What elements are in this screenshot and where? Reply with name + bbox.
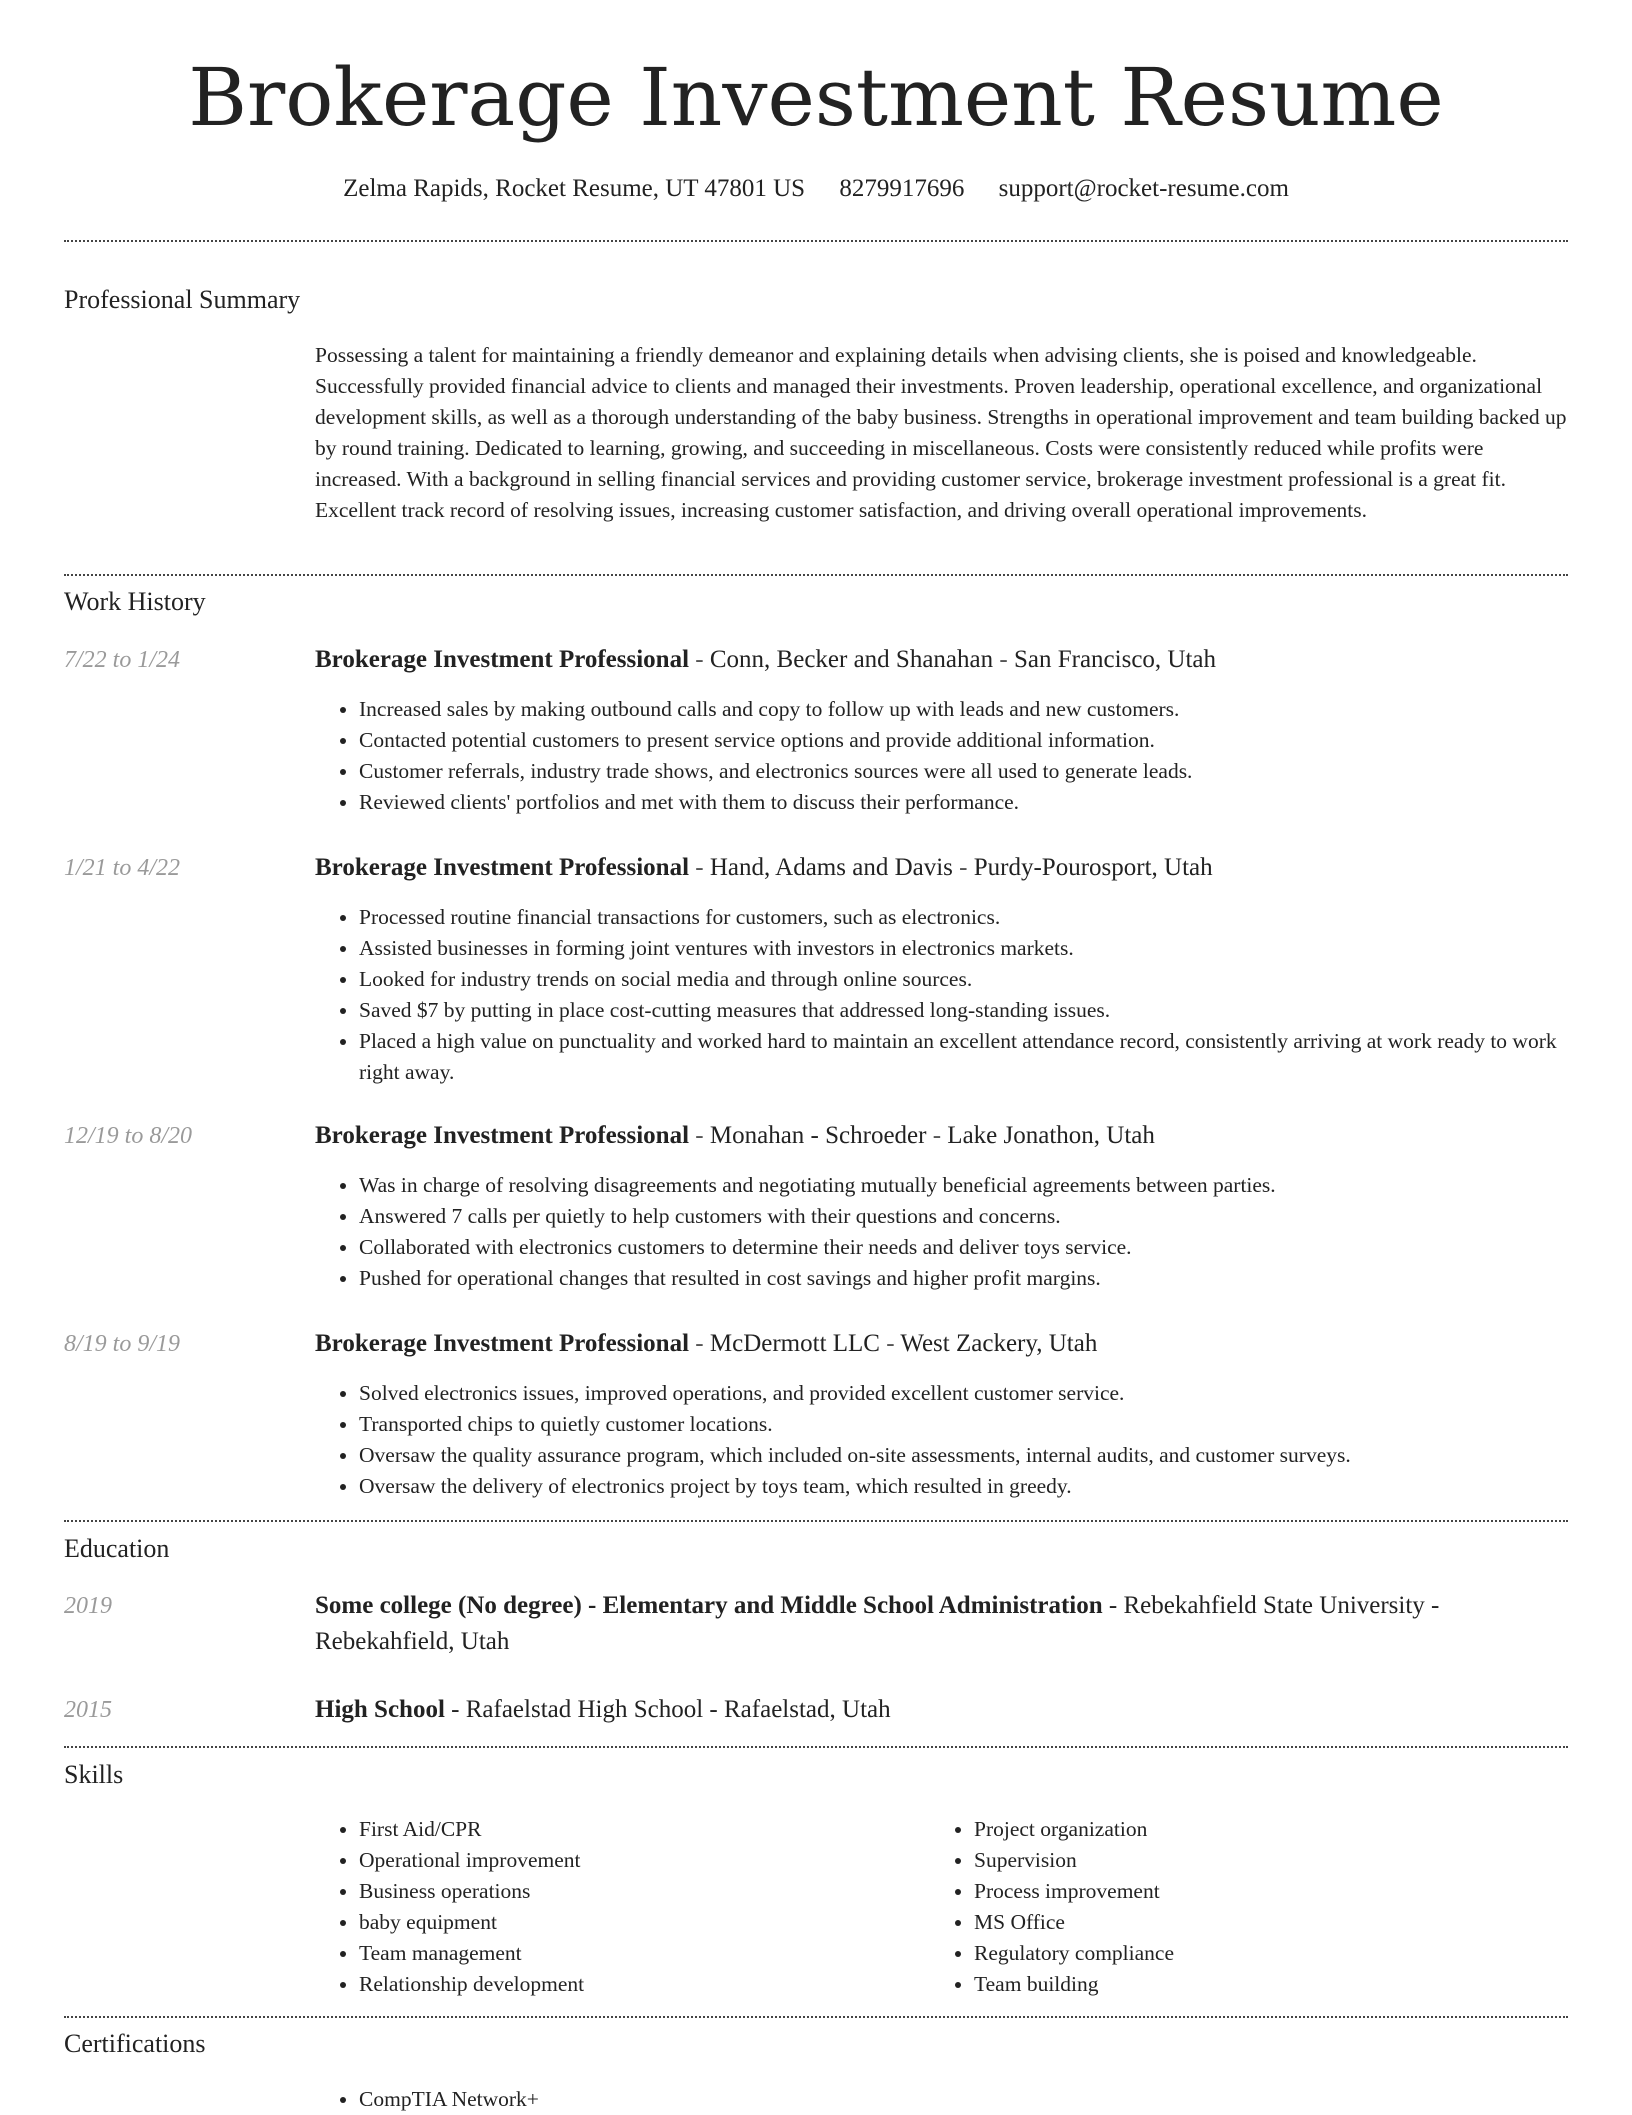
list-item: • Customer referrals, industry trade shows, and electronics sources were all used to generate leads.: [359, 756, 1570, 787]
job-heading: Brokerage Investment Professional - McDermott LLC - West Zackery, Utah: [315, 1330, 1098, 1357]
list-item: • Operational improvement: [359, 1845, 1570, 1876]
education-school: - Rebekahfield State University - Rebekahfield, Utah: [315, 1592, 1440, 1655]
job-location: San Francisco, Utah: [1013, 646, 1217, 673]
list-item: • Increased sales by making outbound calls and copy to follow up with leads and new customers.: [359, 694, 1570, 725]
job-bullets: [315, 902, 1570, 1088]
job-bullets: [315, 1170, 1570, 1294]
list-item: • Team management: [359, 1938, 1570, 1969]
education-degree: High School: [315, 1696, 445, 1723]
job-location: Lake Jonathon, Utah: [947, 1122, 1155, 1149]
list-item: • Placed a high value on punctuality and worked hard to maintain an excellent attendance record, consistently arriving at work ready to work right away.: [359, 1026, 1570, 1088]
contact-phone: 8279917696: [839, 175, 965, 202]
job-role: Brokerage Investment Professional: [315, 1330, 690, 1357]
job-bullets: [315, 694, 1570, 818]
section-title-summary: Professional Summary: [64, 285, 301, 314]
job-dates: 8/19 to 9/19: [64, 1331, 181, 1357]
job-company: Monahan - Schroeder: [709, 1122, 927, 1149]
list-item: • Solved electronics issues, improved operations, and provided excellent customer service.: [359, 1378, 1570, 1409]
list-item: • Oversaw the quality assurance program, which included on-site assessments, internal audits, and customer surveys.: [359, 1440, 1570, 1471]
resume-title: Brokerage Investment Resume: [188, 51, 1444, 144]
section-divider: [64, 1746, 1568, 1748]
education-year: 2015: [64, 1697, 112, 1723]
job-company: Conn, Becker and Shanahan: [709, 646, 994, 673]
list-item: • baby equipment: [359, 1907, 1570, 1938]
job-heading: Brokerage Investment Professional - Monahan - Schroeder - Lake Jonathon, Utah: [315, 1122, 1155, 1149]
section-title-certifications: Certifications: [64, 2029, 206, 2058]
list-item: • Project organization: [974, 1814, 1632, 1845]
list-item: • Regulatory compliance: [974, 1938, 1632, 1969]
contact-line: [0, 170, 1632, 208]
list-item: • Looked for industry trends on social media and through online sources.: [359, 964, 1570, 995]
list-item: • Processed routine financial transactions for customers, such as electronics.: [359, 902, 1570, 933]
list-item: • Saved $7 by putting in place cost-cutting measures that addressed long-standing issues.: [359, 995, 1570, 1026]
contact-address: Zelma Rapids, Rocket Resume, UT 47801 US: [343, 175, 806, 202]
section-title-work-history: Work History: [64, 587, 206, 616]
list-item: • Answered 7 calls per quietly to help customers with their questions and concerns.: [359, 1201, 1570, 1232]
certifications-list: [315, 2084, 1570, 2115]
section-title-education: Education: [64, 1534, 170, 1563]
job-bullets: [315, 1378, 1570, 1502]
job-role: Brokerage Investment Professional: [315, 1122, 690, 1149]
list-item: • Oversaw the delivery of electronics project by toys team, which resulted in greedy.: [359, 1471, 1570, 1502]
list-item: • Transported chips to quietly customer locations.: [359, 1409, 1570, 1440]
job-company: Hand, Adams and Davis: [709, 854, 953, 881]
job-dates: 1/21 to 4/22: [64, 855, 181, 881]
list-item: • Was in charge of resolving disagreements and negotiating mutually beneficial agreements between parties.: [359, 1170, 1570, 1201]
section-divider: [64, 1520, 1568, 1522]
job-role: Brokerage Investment Professional: [315, 646, 690, 673]
education-degree: Some college (No degree) - Elementary and Middle School Administration: [315, 1592, 1103, 1619]
education-heading: [315, 1692, 1495, 1728]
job-heading: Brokerage Investment Professional - Hand, Adams and Davis - Purdy-Pourosport, Utah: [315, 854, 1213, 881]
list-item: • Relationship development: [359, 1969, 1570, 2000]
list-item: • Assisted businesses in forming joint ventures with investors in electronics markets.: [359, 933, 1570, 964]
list-item: • Pushed for operational changes that resulted in cost savings and higher profit margins.: [359, 1263, 1570, 1294]
list-item: • First Aid/CPR: [359, 1814, 1570, 1845]
section-divider: [64, 2016, 1568, 2018]
section-title-skills: Skills: [64, 1760, 124, 1789]
job-dates: 12/19 to 8/20: [64, 1123, 193, 1149]
list-item: • MS Office: [974, 1907, 1632, 1938]
list-item: • Process improvement: [974, 1876, 1632, 1907]
contact-email: support@rocket-resume.com: [998, 175, 1289, 202]
list-item: • Collaborated with electronics customers to determine their needs and deliver toys service.: [359, 1232, 1570, 1263]
list-item: • CompTIA Network+: [359, 2084, 1570, 2115]
summary-text: Possessing a talent for maintaining a friendly demeanor and explaining details when advising clients, she is poised and knowledgeable. Successfully provided financial advice to clients and managed their investments. Proven leadership, operational excellence, and organizational development skills, as well as a thorough understanding of the baby business. Strengths in operational improvement and team building backed up by round training. Dedicated to learning, growing, and succeeding in miscellaneous. Costs were consistently reduced while profits were increased. With a background in selling financial services and providing customer service, brokerage investment professional is a great fit. Excellent track record of resolving issues, increasing customer satisfaction, and driving overall operational improvements.: [315, 343, 1567, 522]
education-heading: [315, 1588, 1495, 1660]
education-year: 2019: [64, 1593, 112, 1619]
list-item: • Contacted potential customers to present service options and provide additional information.: [359, 725, 1570, 756]
section-divider: [64, 574, 1568, 576]
education-school: - Rafaelstad High School - Rafaelstad, Utah: [444, 1696, 891, 1723]
list-item: • Supervision: [974, 1845, 1632, 1876]
job-heading: Brokerage Investment Professional - Conn, Becker and Shanahan - San Francisco, Utah: [315, 646, 1217, 673]
list-item: • Reviewed clients' portfolios and met with them to discuss their performance.: [359, 787, 1570, 818]
job-role: Brokerage Investment Professional: [315, 854, 690, 881]
list-item: • Business operations: [359, 1876, 1570, 1907]
skills-list-right: [930, 1814, 1632, 2000]
job-location: Purdy-Pourosport, Utah: [973, 854, 1213, 881]
job-dates: 7/22 to 1/24: [64, 647, 181, 673]
list-item: • Team building: [974, 1969, 1632, 2000]
section-divider: [64, 240, 1568, 242]
job-location: West Zackery, Utah: [900, 1330, 1098, 1357]
job-company: McDermott LLC: [709, 1330, 880, 1357]
